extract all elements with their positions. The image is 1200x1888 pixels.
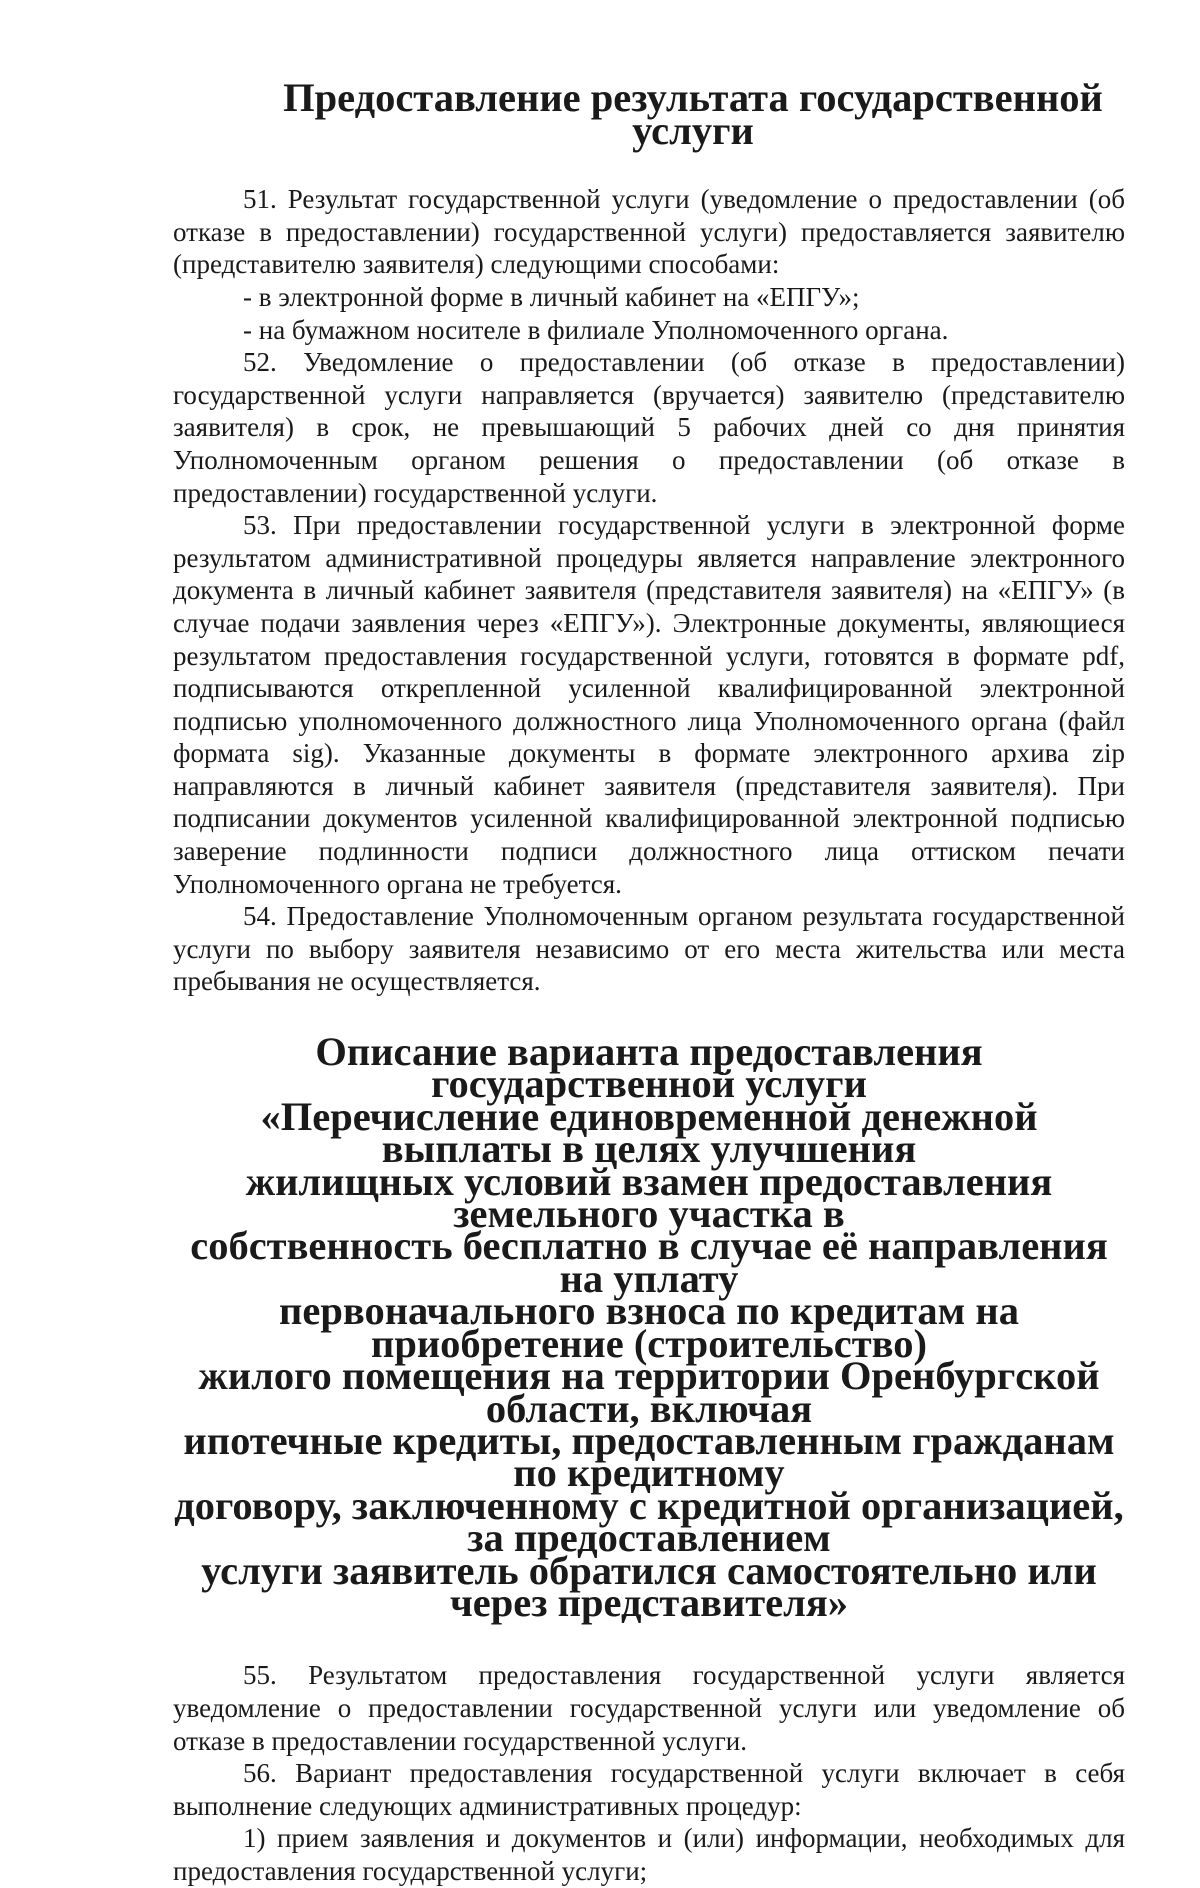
variant-heading-line: услуги заявитель обратился самостоятельно или через представителя» [201, 1547, 1097, 1625]
paragraph-51: 51. Результат государственной услуги (уведомление о предоставлении (об отказе в предоставлении) государственной услуги) предоставляется заявителю (представителю заявителя) следующими способами: [173, 184, 1125, 280]
paragraph-54: 54. Предоставление Уполномоченным органом результата государственной услуги по выбору заявителя независимо от его места жительства или места пребывания не осуществляется. [173, 901, 1125, 997]
variant-heading-line: первоначального взноса по кредитам на приобретение (строительство) [279, 1288, 1019, 1366]
variant-heading-line: «Перечисление единовременной денежной выплаты в целях улучшения [260, 1093, 1038, 1172]
variant-heading-line: жилого помещения на территории Оренбургской области, включая [198, 1353, 1100, 1431]
variant-heading-line: договору, заключенному с кредитной организацией, за предоставлением [174, 1482, 1124, 1561]
paragraph-55: 55. Результатом предоставления государственной услуги является уведомление о предоставлении государственной услуги или уведомление об отказе в предоставлении государственной услуги. [173, 1660, 1125, 1756]
variant-heading [173, 1029, 1125, 1625]
variant-heading-line: Описание варианта предоставления государственной услуги [315, 1029, 983, 1107]
variant-heading-line: собственность бесплатно в случае её направления на уплату [190, 1223, 1108, 1301]
document-page [173, 75, 1125, 1888]
list-item-procedure-1: 1) прием заявления и документов и (или) информации, необходимых для предоставления государственной услуги; [173, 1823, 1125, 1886]
paragraph-52: 52. Уведомление о предоставлении (об отказе в предоставлении) государственной услуги направляется (вручается) заявителю (представителю заявителя) в срок, не превышающий 5 рабочих дней со дня принятия Уполномоченным органом решения о предоставлении (об отказе в предоставлении) государственной услуги. [173, 347, 1125, 508]
paragraph-53: 53. При предоставлении государственной услуги в электронной форме результатом административной процедуры является направление электронного документа в личный кабинет заявителя (представителя заявителя) на «ЕПГУ» (в случае подачи заявления через «ЕПГУ»). Электронные документы, являющиеся результатом предоставления государственной услуги, готовятся в формате pdf, подписываются открепленной усиленной квалифицированной электронной подписью уполномоченного должностного лица Уполномоченного органа (файл формата sig). Указанные документы в формате электронного архива zip направляются в личный кабинет заявителя (представителя заявителя). При подписании документов усиленной квалифицированной электронной подписью заверение подлинности подписи должностного лица оттиском печати Уполномоченного органа не требуется. [173, 510, 1125, 899]
section-heading: Предоставление результата государственной услуги [283, 75, 1103, 153]
paragraph-56: 56. Вариант предоставления государственной услуги включает в себя выполнение следующих административных процедур: [173, 1758, 1125, 1821]
list-item-paper: - на бумажном носителе в филиале Уполномоченного органа. [243, 314, 949, 345]
list-item-electronic: - в электронной форме в личный кабинет на «ЕПГУ»; [243, 281, 860, 312]
variant-heading-line: жилищных условий взамен предоставления земельного участка в [245, 1158, 1053, 1237]
variant-heading-line: ипотечные кредиты, предоставленным гражданам по кредитному [183, 1417, 1115, 1496]
